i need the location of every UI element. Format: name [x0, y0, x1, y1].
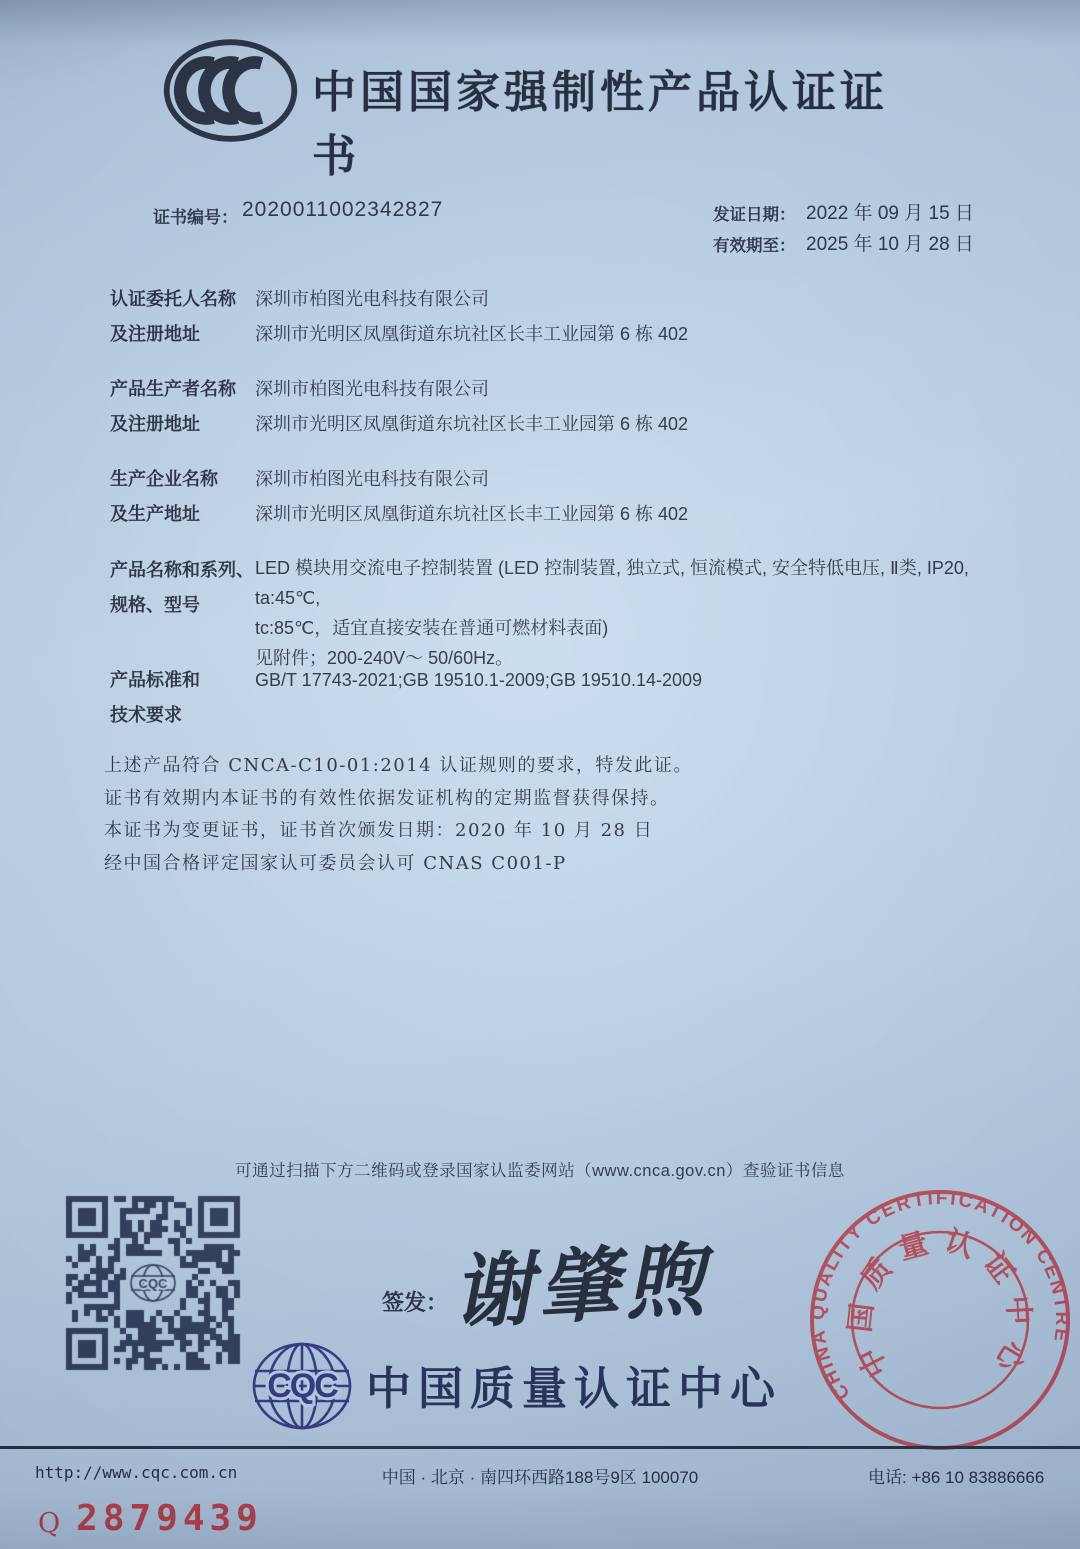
certification-statement	[104, 750, 924, 880]
serial-number: 2879439	[76, 1498, 263, 1539]
cqc-red-stamp	[790, 1170, 1080, 1470]
certificate-serial	[38, 1498, 263, 1539]
footer-divider	[0, 1446, 1080, 1449]
svg-text:CHINA QUALITY CERTIFICATION CE: CHINA QUALITY CERTIFICATION CENTRE	[807, 1187, 1072, 1404]
statement-line: 上述产品符合 CNCA-C10-01:2014 认证规则的要求，特发此证。	[104, 755, 693, 776]
page-title: 中国国家强制性产品认证证书	[312, 68, 888, 181]
verification-note: 可通过扫描下方二维码或登录国家认监委网站（www.cnca.gov.cn）查验证书信息	[235, 1162, 845, 1180]
field-product	[110, 553, 1020, 673]
field-manufacturer-value: 深圳市柏图光电科技有限公司 深圳市光明区凤凰街道东坑社区长丰工业园第 6 栋 402	[255, 379, 689, 434]
footer-address: 中国 · 北京 · 南四环西路188号9区 100070	[381, 1468, 699, 1487]
qr-code	[62, 1192, 244, 1378]
field-factory-value: 深圳市柏图光电科技有限公司 深圳市光明区凤凰街道东坑社区长丰工业园第 6 栋 402	[255, 469, 689, 524]
footer-phone: 电话: +86 10 83886666	[868, 1468, 1045, 1487]
field-factory	[110, 462, 1020, 532]
ccc-mark-icon	[158, 38, 303, 143]
field-standards-label: 产品标准和 技术要求	[110, 670, 200, 725]
cert-no-label: 证书编号：	[153, 208, 238, 228]
issue-date-value: 2022 年 09 月 15 日	[806, 203, 974, 224]
svg-text:CQC: CQC	[267, 1367, 337, 1405]
cqc-globe-icon	[250, 1338, 354, 1434]
field-applicant-value: 深圳市柏图光电科技有限公司 深圳市光明区凤凰街道东坑社区长丰工业园第 6 栋 402	[255, 289, 689, 344]
svg-text:中国质量认证中心: 中国质量认证中心	[844, 1224, 1035, 1387]
field-manufacturer-label: 产品生产者名称 及注册地址	[110, 379, 236, 434]
issuer-name: 中国质量认证中心	[366, 1363, 783, 1414]
cert-no-value: 2020011002342827	[242, 198, 444, 221]
field-applicant-label: 认证委托人名称 及注册地址	[110, 289, 236, 344]
statement-line: 本证书为变更证书，证书首次颁发日期：2020 年 10 月 28 日	[104, 820, 654, 841]
signature-handwriting: 谢肇煦	[450, 1232, 713, 1340]
issue-date-label: 发证日期：	[713, 205, 796, 224]
field-manufacturer	[110, 372, 1020, 442]
sign-label: 签发：	[382, 1290, 449, 1316]
field-product-label: 产品名称和系列、 规格、型号	[110, 560, 254, 615]
field-product-value: LED 模块用交流电子控制装置 (LED 控制装置, 独立式, 恒流模式, 安全特低电压, Ⅱ类, IP20, ta:45℃, tc:85℃，适宜直接安装在普通可燃材料表面) 见附件；200-240V～ 50/60Hz。	[255, 558, 969, 668]
serial-prefix: Q	[38, 1508, 61, 1539]
statement-line: 证书有效期内本证书的有效性依据发证机构的定期监督获得保持。	[104, 787, 670, 809]
expiry-date-value: 2025 年 10 月 28 日	[806, 234, 974, 255]
expiry-date-label: 有效期至：	[713, 236, 796, 255]
field-factory-label: 生产企业名称 及生产地址	[110, 469, 218, 524]
field-standards	[110, 663, 1020, 733]
statement-line: 经中国合格评定国家认可委员会认可 CNAS C001-P	[104, 852, 567, 874]
field-standards-value: GB/T 17743-2021;GB 19510.1-2009;GB 19510.14-2009	[255, 670, 703, 690]
field-applicant	[110, 282, 1020, 352]
footer-url: http://www.cqc.com.cn	[35, 1463, 238, 1482]
